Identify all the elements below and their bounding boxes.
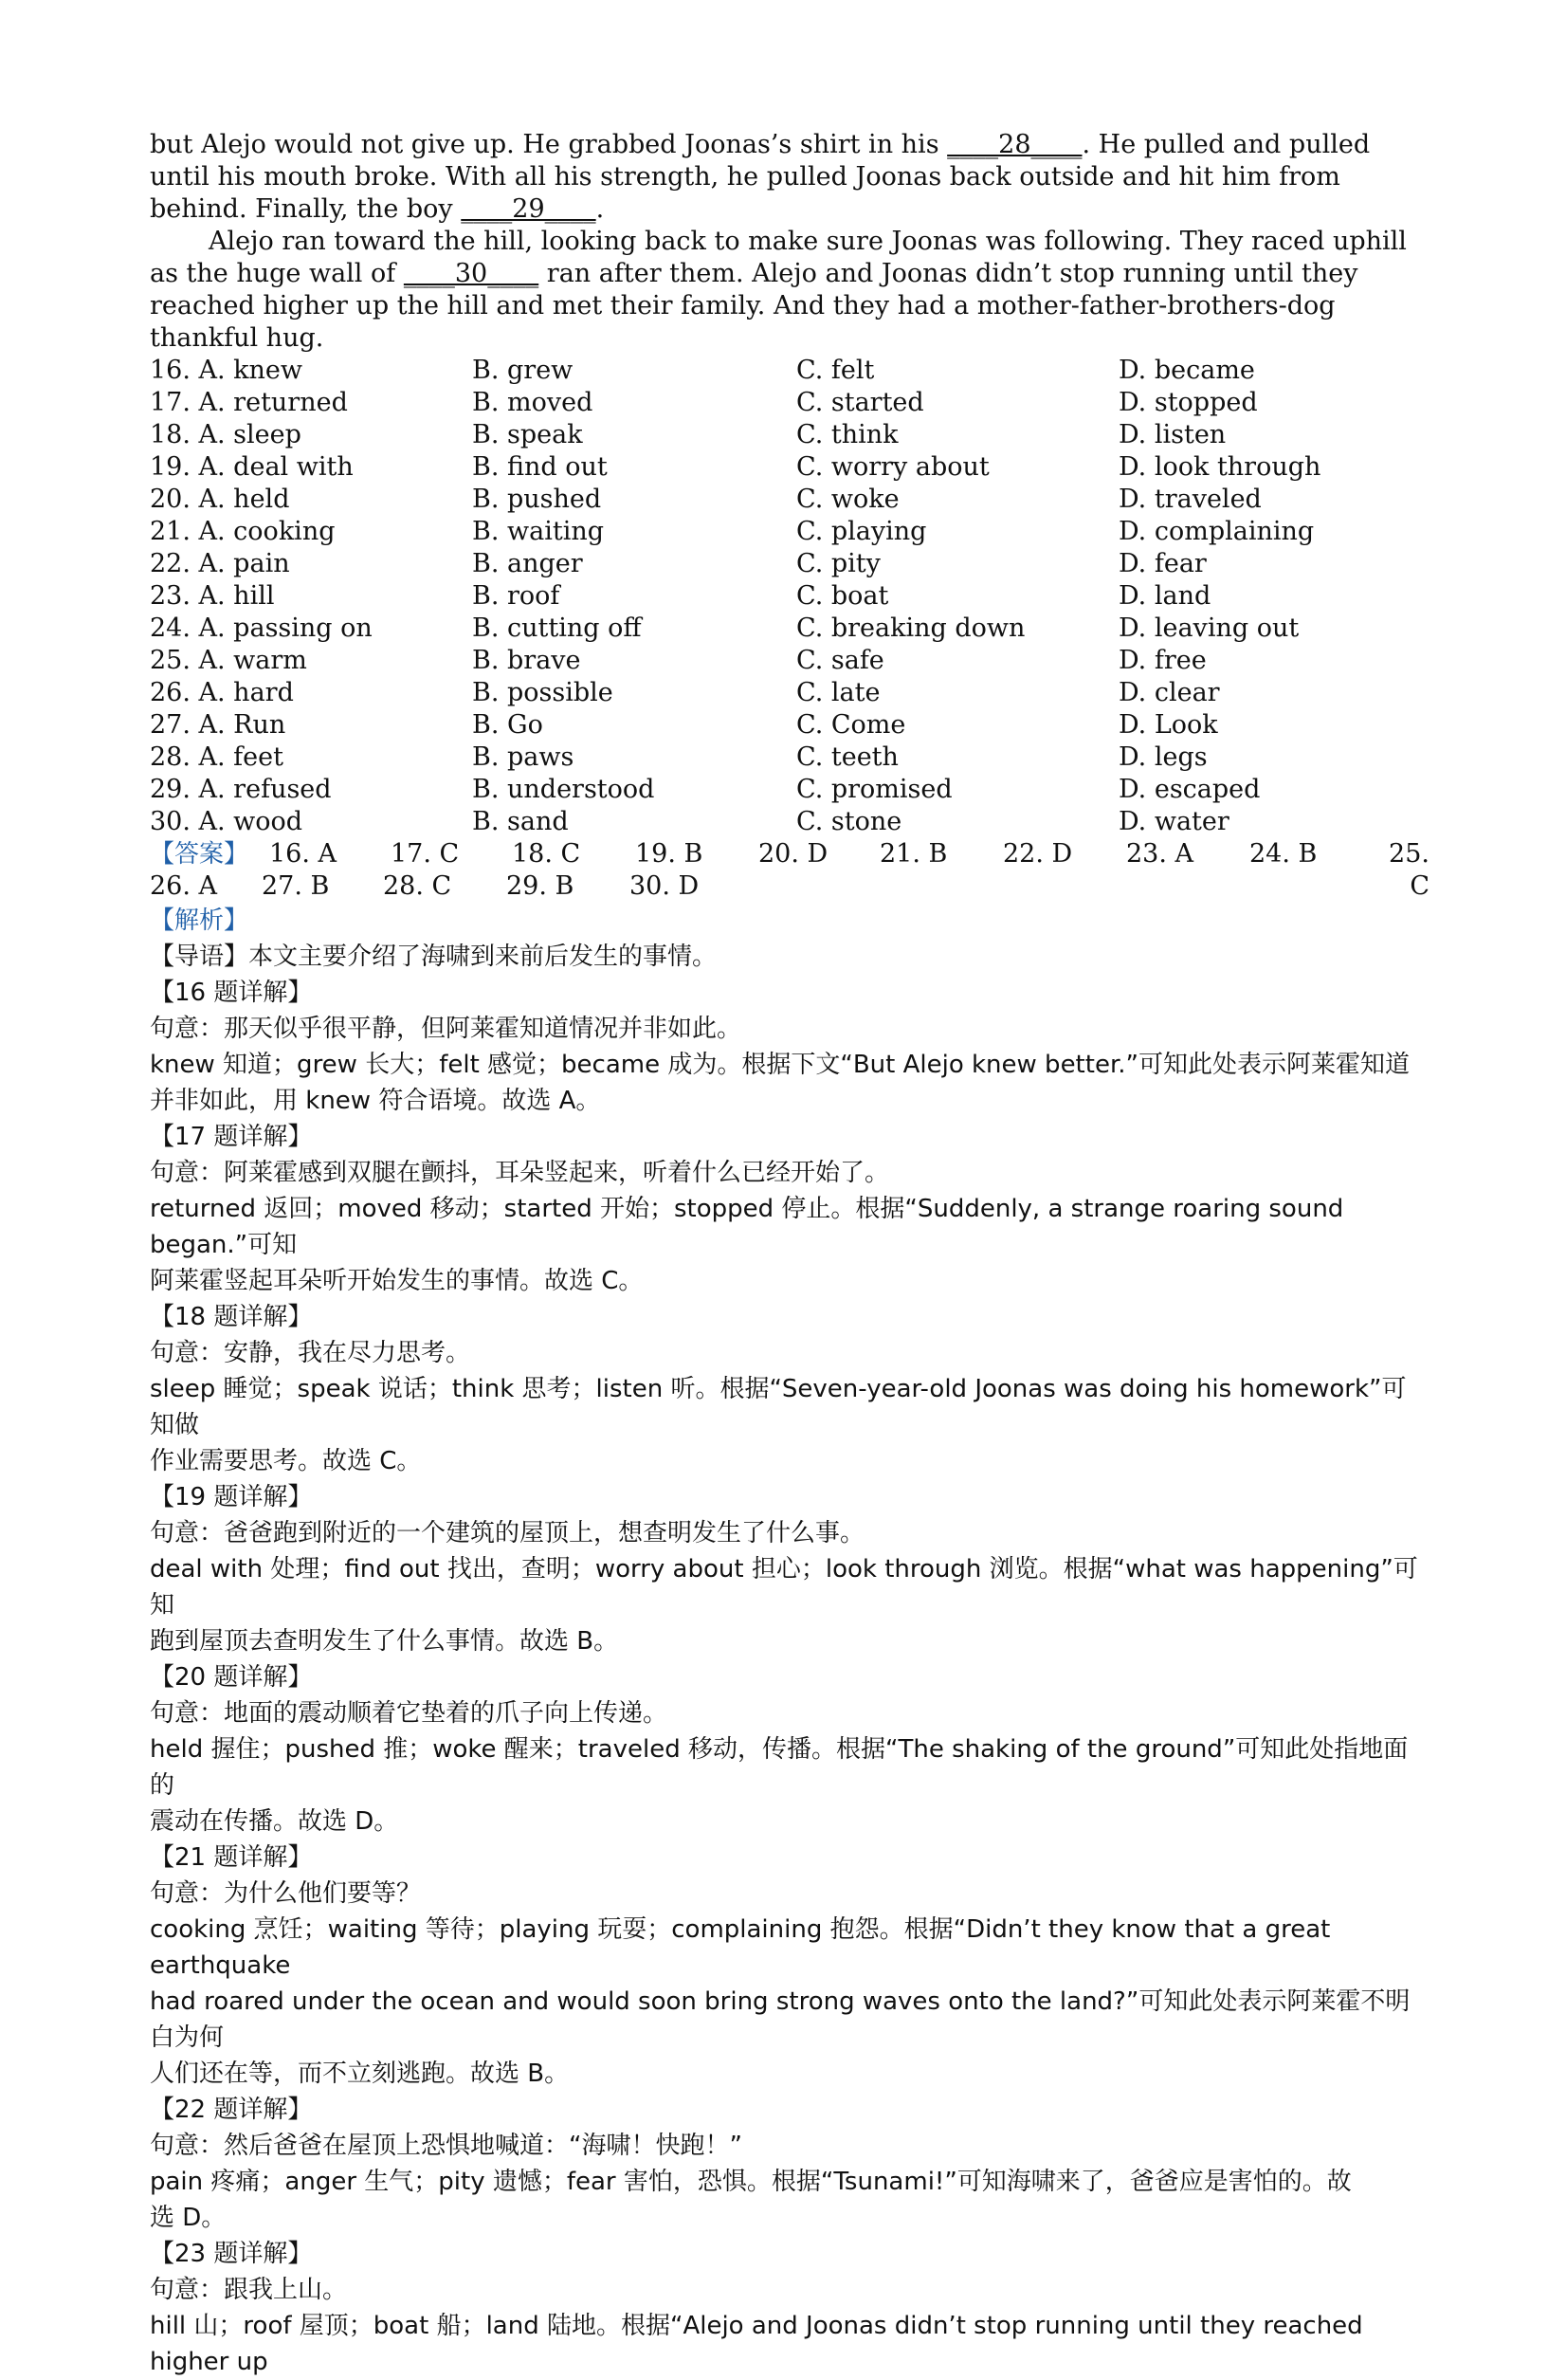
option-item: 30. A. wood	[150, 807, 303, 836]
option-item: C. started	[796, 388, 924, 417]
answer-item: 26. A	[150, 871, 218, 901]
option-item: D. clear	[1119, 678, 1220, 707]
option-row	[150, 419, 1429, 451]
option-row	[150, 355, 1429, 387]
option-item: D. leaving out	[1119, 613, 1300, 643]
analysis-label: 【解析】	[150, 906, 249, 935]
option-item: D. traveled	[1119, 485, 1262, 514]
analysis-line: 并非如此，用 knew 符合语境。故选 A。	[150, 1087, 601, 1115]
option-item: C. promised	[796, 775, 953, 804]
answer-item: 29. B	[506, 871, 574, 901]
passage-text: Alejo ran toward the hill, looking back to make sure Joonas was following. They raced uphill as the huge wall of	[150, 227, 1407, 288]
option-item: B. speak	[472, 420, 583, 449]
option-row	[150, 516, 1429, 548]
option-item: C. safe	[796, 646, 884, 675]
analysis-line: 句意：跟我上山。	[150, 2276, 348, 2304]
option-row	[150, 484, 1429, 516]
options-list	[150, 355, 1429, 838]
analysis-line: 震动在传播。故选 D。	[150, 1807, 399, 1836]
analysis-line: 句意：安静，我在尽力思考。	[150, 1339, 471, 1367]
option-item: D. land	[1119, 581, 1211, 611]
answer-item: 30. D	[629, 871, 700, 901]
analysis-body	[150, 939, 1429, 2380]
option-row	[150, 741, 1429, 774]
option-item: C. pity	[796, 549, 881, 578]
option-item: B. anger	[472, 549, 583, 578]
analysis-line: held 握住；pushed 推；woke 醒来；traveled 移动，传播。根据“The shaking of the ground”可知此处指地面的	[150, 1735, 1409, 1800]
analysis-line: 选 D。	[150, 2204, 227, 2232]
analysis-line: 句意：地面的震动顺着它垫着的爪子向上传递。	[150, 1699, 668, 1728]
analysis-line: 人们还在等，而不立刻逃跑。故选 B。	[150, 2060, 570, 2088]
option-item: D. legs	[1119, 742, 1208, 772]
option-item: 29. A. refused	[150, 775, 332, 804]
answers-row-2	[150, 870, 1429, 903]
option-item: C. think	[796, 420, 899, 449]
option-item: B. grew	[472, 356, 574, 385]
answer-item: 17. C	[391, 839, 460, 869]
option-item: 18. A. sleep	[150, 420, 301, 449]
analysis-line: returned 返回；moved 移动；started 开始；stopped 停止。根据“Suddenly, a strange roaring sound began.”可知	[150, 1195, 1344, 1259]
answers-label: 【答案】	[150, 840, 249, 869]
option-item: B. understood	[472, 775, 655, 804]
option-item: D. water	[1119, 807, 1229, 836]
answer-item: 27. B	[262, 871, 330, 901]
answer-item: 20. D	[758, 839, 829, 869]
answer-item: 18. C	[512, 839, 581, 869]
option-item: C. worry about	[796, 452, 990, 482]
analysis-line: 句意：那天似乎很平静，但阿莱霍知道情况并非如此。	[150, 1015, 742, 1043]
option-item: D. fear	[1119, 549, 1207, 578]
option-row	[150, 806, 1429, 838]
option-item: B. possible	[472, 678, 613, 707]
option-item: 22. A. pain	[150, 549, 290, 578]
answer-item: 25. C	[1389, 839, 1429, 901]
analysis-line: hill 山；roof 屋顶；boat 船；land 陆地。根据“Alejo and Joonas didn’t stop running until they reached higher up	[150, 2312, 1363, 2376]
option-item: 20. A. held	[150, 485, 290, 514]
option-row	[150, 645, 1429, 677]
option-item: C. Come	[796, 710, 906, 740]
answer-item: 23. A	[1126, 839, 1194, 869]
section-heading: 【22 题详解】	[150, 2096, 313, 2124]
answer-item: 28. C	[383, 871, 452, 901]
option-item: B. roof	[472, 581, 560, 611]
option-item: D. became	[1119, 356, 1255, 385]
option-row	[150, 709, 1429, 741]
option-item: B. paws	[472, 742, 574, 772]
analysis-line: pain 疼痛；anger 生气；pity 遗憾；fear 害怕，恐惧。根据“Tsunami!”可知海啸来了，爸爸应是害怕的。故	[150, 2168, 1352, 2196]
section-heading: 【20 题详解】	[150, 1663, 313, 1692]
option-item: 26. A. hard	[150, 678, 294, 707]
option-item: 27. A. Run	[150, 710, 286, 740]
passage-text: ran after them. Alejo and Joonas didn’t stop running until they reached higher up the hill and met their family. And they had a mother-father-brothers-dog thankful hug.	[150, 259, 1358, 353]
option-item: B. pushed	[472, 485, 602, 514]
analysis-line: had roared under the ocean and would soon bring strong waves onto the land?”可知此处表示阿莱霍不明白为何	[150, 1987, 1411, 2052]
option-item: D. free	[1119, 646, 1207, 675]
option-item: 17. A. returned	[150, 388, 348, 417]
option-item: B. cutting off	[472, 613, 642, 643]
option-item: B. brave	[472, 646, 581, 675]
option-item: 21. A. cooking	[150, 517, 336, 546]
blank-28: ____28____	[947, 130, 1083, 159]
analysis-line: deal with 处理；find out 找出，查明；worry about 担心；look through 浏览。根据“what was happening”可知	[150, 1555, 1418, 1620]
option-item: C. playing	[796, 517, 927, 546]
analysis-line: cooking 烹饪；waiting 等待；playing 玩耍；complaining 抱怨。根据“Didn’t they know that a great earthquake	[150, 1915, 1331, 1980]
section-heading: 【18 题详解】	[150, 1303, 313, 1331]
analysis-line: 句意：阿莱霍感到双腿在颤抖，耳朵竖起来，听着什么已经开始了。	[150, 1159, 890, 1187]
option-row	[150, 548, 1429, 580]
option-item: C. felt	[796, 356, 875, 385]
blank-30: ____30____	[403, 259, 539, 288]
option-item: C. breaking down	[796, 613, 1026, 643]
blank-29: ____29____	[461, 194, 596, 224]
option-item: B. sand	[472, 807, 569, 836]
option-row	[150, 613, 1429, 645]
analysis-line: knew 知道；grew 长大；felt 感觉；became 成为。根据下文“But Alejo knew better.”可知此处表示阿莱霍知道	[150, 1051, 1410, 1079]
option-item: C. stone	[796, 807, 902, 836]
option-row	[150, 387, 1429, 419]
option-item: D. complaining	[1119, 517, 1315, 546]
option-item: 25. A. warm	[150, 646, 307, 675]
analysis-line: 作业需要思考。故选 C。	[150, 1447, 422, 1475]
option-item: 28. A. feet	[150, 742, 283, 772]
passage-paragraph-1	[150, 129, 1429, 226]
option-row	[150, 677, 1429, 709]
option-item: 19. A. deal with	[150, 452, 354, 482]
section-heading: 【23 题详解】	[150, 2240, 313, 2268]
option-item: C. late	[796, 678, 881, 707]
option-item: 23. A. hill	[150, 581, 275, 611]
option-item: 24. A. passing on	[150, 613, 373, 643]
answer-item: 16. A	[269, 839, 337, 869]
option-item: D. listen	[1119, 420, 1227, 449]
option-item: D. look through	[1119, 452, 1321, 482]
section-heading: 【21 题详解】	[150, 1843, 313, 1872]
passage-text: but Alejo would not give up. He grabbed Joonas’s shirt in his	[150, 130, 948, 159]
analysis-line: 句意：然后爸爸在屋顶上恐惧地喊道：“海啸！快跑！”	[150, 2132, 742, 2160]
analysis-line: sleep 睡觉；speak 说话；think 思考；listen 听。根据“Seven-year-old Joonas was doing his homework”可知做	[150, 1375, 1407, 1439]
passage-text: .	[595, 194, 605, 224]
section-heading: 【17 题详解】	[150, 1123, 313, 1151]
option-item: C. boat	[796, 581, 889, 611]
document-page	[150, 129, 1429, 2380]
analysis-line: 句意：爸爸跑到附近的一个建筑的屋顶上，想查明发生了什么事。	[150, 1519, 865, 1547]
passage-text: . He pulled and pulled until his mouth broke. With all his strength, he pulled Joonas back outside and hit him from behind. Finally, the boy	[150, 130, 1371, 224]
option-item: B. moved	[472, 388, 593, 417]
section-heading: 【16 题详解】	[150, 979, 313, 1007]
section-heading: 【19 题详解】	[150, 1483, 313, 1511]
option-item: C. woke	[796, 485, 900, 514]
option-row	[150, 451, 1429, 484]
answer-item: 21. B	[880, 839, 948, 869]
option-item: B. Go	[472, 710, 543, 740]
answer-item: 22. D	[1003, 839, 1073, 869]
option-item: D. Look	[1119, 710, 1218, 740]
option-item: C. teeth	[796, 742, 899, 772]
option-item: B. find out	[472, 452, 608, 482]
section-heading: 【导语】本文主要介绍了海啸到来前后发生的事情。	[150, 943, 718, 971]
passage-paragraph-2	[150, 226, 1429, 355]
analysis-line: 句意：为什么他们要等？	[150, 1879, 422, 1908]
option-row	[150, 580, 1429, 613]
option-item: B. waiting	[472, 517, 605, 546]
analysis-line: 跑到屋顶去查明发生了什么事情。故选 B。	[150, 1627, 619, 1656]
analysis-line: 阿莱霍竖起耳朵听开始发生的事情。故选 C。	[150, 1267, 644, 1295]
option-item: 16. A. knew	[150, 356, 303, 385]
option-item: D. stopped	[1119, 388, 1258, 417]
option-row	[150, 774, 1429, 806]
answer-item: 19. B	[635, 839, 703, 869]
answer-item: 24. B	[1249, 839, 1318, 869]
option-item: D. escaped	[1119, 775, 1261, 804]
